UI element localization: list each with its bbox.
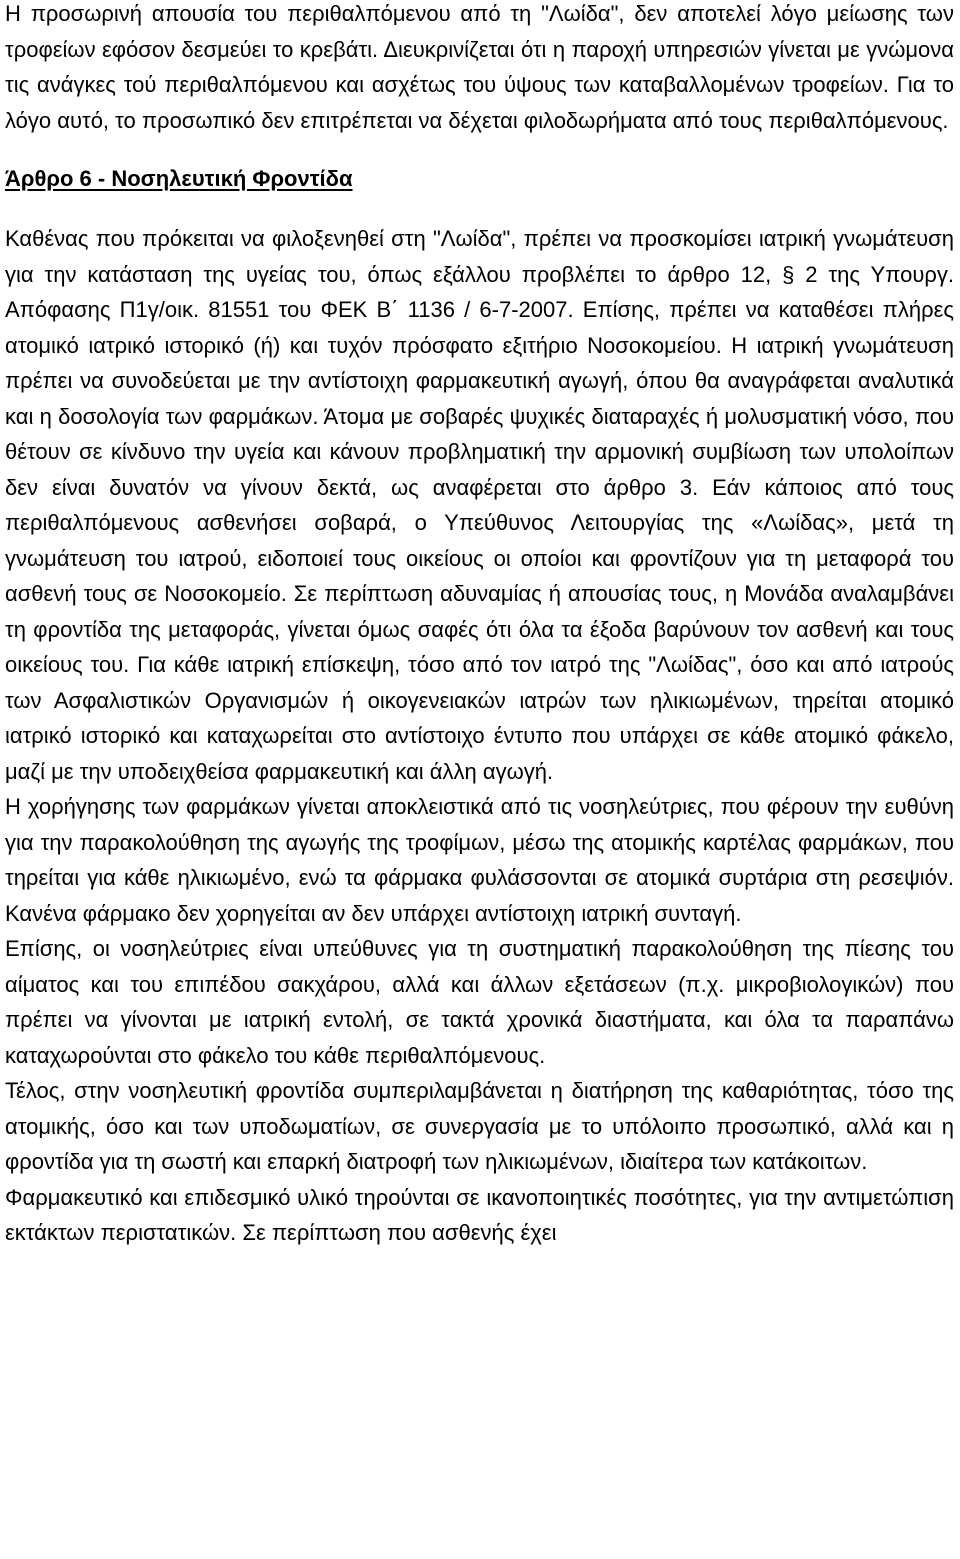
intro-paragraph: Η προσωρινή απουσία του περιθαλπόμενου από τη "Λωίδα", δεν αποτελεί λόγο μείωσης των τροφείων εφόσον δεσμεύει το κρεβάτι. Διευκρινίζεται ότι η παροχή υπηρεσιών γίνεται με γνώμονα τις ανάγκες τού περιθαλπόμενου και ασχέτως του ύψους των καταβαλλομένων τροφείων. Για το λόγο αυτό, το προσωπικό δεν επιτρέπεται να δέχεται φιλοδωρήματα από τους περιθαλπόμενους. [5,1,954,133]
paragraph-hygiene-nutrition: Τέλος, στην νοσηλευτική φροντίδα συμπεριλαμβάνεται η διατήρηση της καθαριότητας, τόσο της ατομικής, όσο και των υποδωματίων, σε συνεργασία με το υπόλοιπο προσωπικό, αλλά και η φροντίδα για τη σωστή και επαρκή διατροφή των ηλικιωμένων, ιδιαίτερα των κατάκοιτων. [5,1078,954,1174]
paragraph-medication-administration: Η χορήγησης των φαρμάκων γίνεται αποκλειστικά από τις νοσηλεύτριες, που φέρουν την ευθύνη για την παρακολούθηση της αγωγής της τροφίμων, μέσω της ατομικής καρτέλας φαρμάκων, που τηρείται για κάθε ηλικιωμένο, ενώ τα φάρμακα φυλάσσονται σε ατομικά συρτάρια στη ρεσεψιόν. Κανένα φάρμακο δεν χορηγείται αν δεν υπάρχει αντίστοιχη ιατρική συνταγή. [5,794,954,926]
paragraph-monitoring: Επίσης, οι νοσηλεύτριες είναι υπεύθυνες για τη συστηματική παρακολούθηση της πίεσης του αίματος και του επιπέδου σακχάρου, αλλά και άλλων εξετάσεων (π.χ. μικροβιολογικών) που πρέπει να γίνονται με ιατρική εντολή, σε τακτά χρονικά διαστήματα, και όλα τα παραπάνω καταχωρούνται στο φάκελο του κάθε περιθαλπόμενους. [5,936,954,1068]
paragraph-admission-requirements: Καθένας που πρόκειται να φιλοξενηθεί στη "Λωίδα", πρέπει να προσκομίσει ιατρική γνωμάτευση για την κατάσταση της υγείας του, όπως εξάλλου προβλέπει το άρθρο 12, § 2 της Υπουργ. Απόφασης Π1γ/οικ. 81551 του ΦΕΚ Β΄ 1136 / 6-7-2007. Επίσης, πρέπει να καταθέσει πλήρες ατομικό ιατρικό ιστορικό (ή) και τυχόν πρόσφατο εξιτήριο Νοσοκομείου. Η ιατρική γνωμάτευση πρέπει να συνοδεύεται με την αντίστοιχη φαρμακευτική αγωγή, όπου θα αναγράφεται αναλυτικά και η δοσολογία των φαρμάκων. Άτομα με σοβαρές ψυχικές διαταραχές ή μολυσματική νόσο, που θέτουν σε κίνδυνο την υγεία και κάνουν προβληματική την αρμονική συμβίωση των υπολοίπων δεν είναι δυνατόν να γίνουν δεκτά, ως αναφέρεται στο άρθρο 3. Εάν κάποιος από τους περιθαλπόμενους ασθενήσει σοβαρά, ο Υπεύθυνος Λειτουργίας της «Λωίδας», μετά τη γνωμάτευση του ιατρού, ειδοποιεί τους οικείους οι οποίοι και φροντίζουν για τη μεταφορά του ασθενή τους σε Νοσοκομείο. Σε περίπτωση αδυναμίας ή απουσίας τους, η Μονάδα αναλαμβάνει τη φροντίδα της μεταφοράς, γίνεται όμως σαφές ότι όλα τα έξοδα βαρύνουν τον ασθενή και τους οικείους του. Για κάθε ιατρική επίσκεψη, τόσο από τον ιατρό της "Λωίδας", όσο και από ιατρούς των Ασφαλιστικών Οργανισμών ή οικογενειακών ιατρών των ηλικιωμένων, τηρείται ατομικό ιατρικό ιστορικό και καταχωρείται στο αντίστοιχο έντυπο που υπάρχει σε κάθε ατομικό φάκελο, μαζί με την υποδειχθείσα φαρμακευτική και άλλη αγωγή. [5,226,954,784]
paragraph-medical-supplies: Φαρμακευτικό και επιδεσμικό υλικό τηρούνται σε ικανοποιητικές ποσότητες, για την αντιμετώπιση εκτάκτων περιστατικών. Σε περίπτωση που ασθενής έχει [5,1184,954,1245]
section-heading: Άρθρο 6 - Νοσηλευτική Φροντίδα [5,166,353,191]
